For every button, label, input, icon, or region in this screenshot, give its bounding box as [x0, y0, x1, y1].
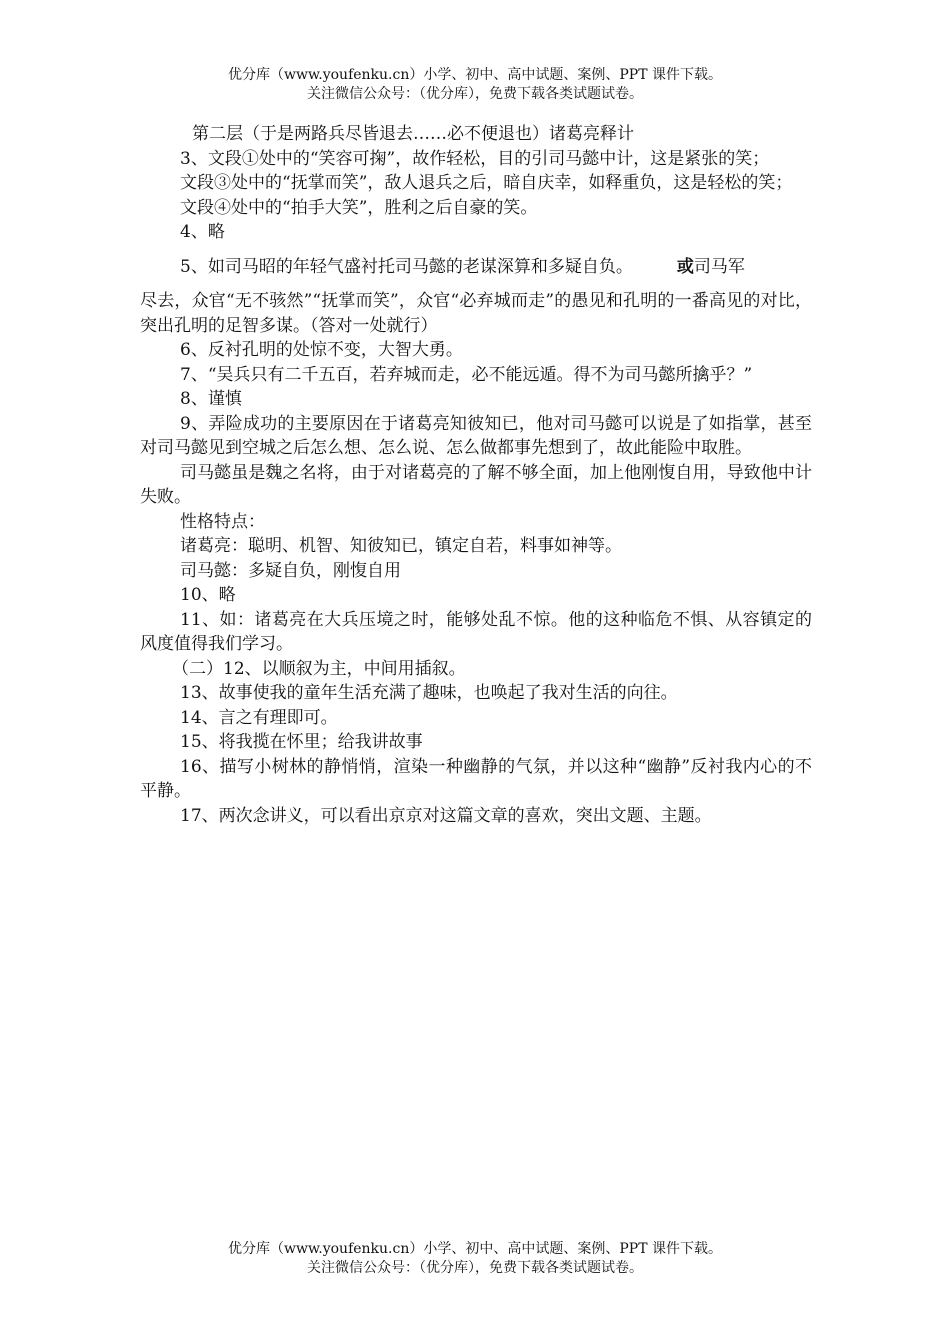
page-footer [0, 1240, 950, 1278]
answer-3-part-2: 文段③处中的“抚掌而笑”，敌人退兵之后，暗自庆幸，如释重负，这是轻松的笑； [180, 173, 793, 193]
answer-16: 16、描写小树林的静悄悄，渲染一种幽静的气氛，并以这种“幽静”反衬我内心的不平静。 [140, 756, 812, 801]
section-heading: 第二层（于是两路兵尽皆退去……必不便退也）诸葛亮释计 [192, 124, 634, 144]
answer-3-part-3: 文段④处中的“拍手大笑”，胜利之后自豪的笑。 [180, 197, 538, 218]
answer-4: 4、略 [180, 222, 225, 242]
answer-6: 6、反衬孔明的处惊不变，大智大勇。 [180, 340, 463, 360]
answer-17: 17、两次念讲义，可以看出京京对这篇文章的喜欢，突出文题、主题。 [180, 805, 712, 826]
answer-11: 11、如：诸葛亮在大兵压境之时，能够处乱不惊。他的这种临危不惧、从容镇定的风度值得我们学习。 [140, 609, 812, 654]
header-line-2: 关注微信公众号：（优分库），免费下载各类试题试卷。 [307, 86, 643, 102]
trait-zhuge-liang: 诸葛亮：聪明、机智、知彼知已，镇定自若，料事如神等。 [180, 536, 622, 556]
trait-sima-yi: 司马懿：多疑自负，刚愎自用 [180, 560, 401, 581]
answer-7: 7、“吴兵只有二千五百，若弃城而走，必不能远遁。得不为司马懿所擒乎？” [180, 364, 753, 385]
page-header [0, 66, 950, 104]
answer-8: 8、谨慎 [180, 389, 242, 409]
answer-5-text: 5、如司马昭的年轻气盛衬托司马懿的老谋深算和多疑自负。 [180, 256, 633, 277]
answer-9-part-2: 司马懿虽是魏之名将，由于对诸葛亮的了解不够全面，加上他刚愎自用，导致他中计失败。 [140, 462, 812, 507]
answer-3: 3、文段①处中的“笑容可掬”，故作轻松，目的引司马懿中计，这是紧张的笑； [180, 148, 770, 169]
answer-5-tail: 司马军 [693, 256, 745, 277]
document-body [140, 122, 812, 828]
answer-5-continued: 尽去，众官“无不骇然”“抚掌而笑”，众官“必弃城而走”的愚见和孔明的一番高见的对比，突出孔明的足智多谋。（答对一处就行） [140, 291, 812, 336]
character-traits-label: 性格特点： [180, 511, 265, 532]
header-line-1: 优分库（www.youfenku.cn）小学、初中、高中试题、案例、PPT 课件下载。 [227, 67, 722, 83]
answer-12: （二）12、以顺叙为主，中间用插叙。 [172, 658, 466, 679]
answer-14: 14、言之有理即可。 [180, 707, 338, 728]
answer-13: 13、故事使我的童年生活充满了趣味，也唤起了我对生活的向往。 [180, 683, 678, 703]
answer-9: 9、弄险成功的主要原因在于诸葛亮知彼知已，他对司马懿可以说是了如指掌，甚至对司马懿见到空城之后怎么想、怎么说、怎么做都事先想到了，故此能险中取胜。 [140, 413, 812, 458]
answer-5 [140, 255, 812, 280]
answer-10: 10、略 [180, 585, 236, 605]
footer-line-2: 关注微信公众号：（优分库），免费下载各类试题试卷。 [307, 1260, 643, 1276]
answer-5-or: 或 [676, 256, 694, 277]
answer-15: 15、将我揽在怀里；给我讲故事 [180, 732, 423, 752]
footer-line-1: 优分库（www.youfenku.cn）小学、初中、高中试题、案例、PPT 课件下载。 [227, 1241, 722, 1257]
